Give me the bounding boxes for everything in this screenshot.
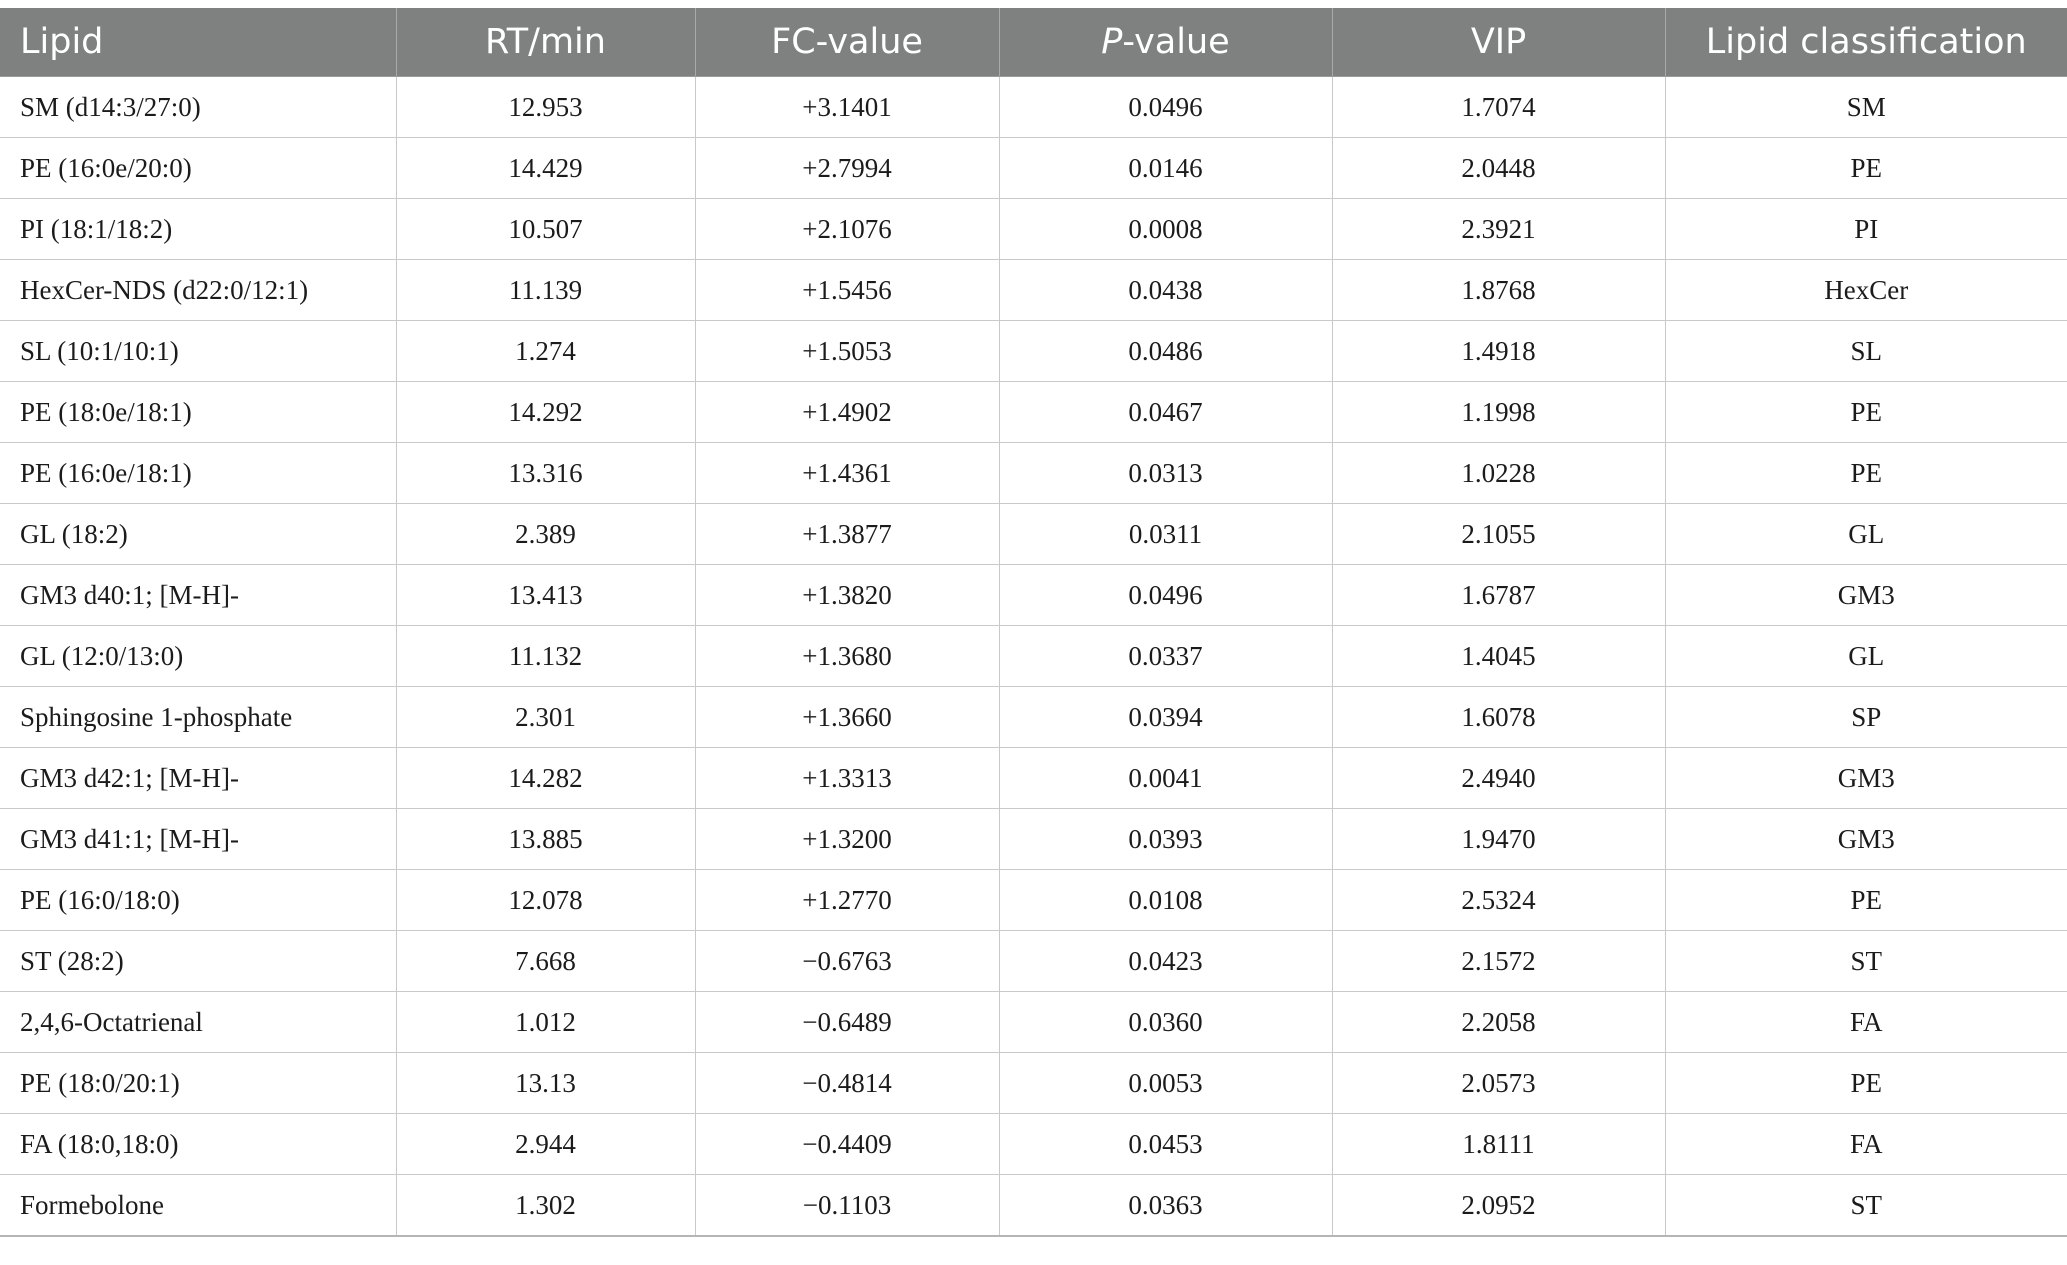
- cell-lipid: PE (18:0/20:1): [0, 1053, 396, 1114]
- header-classification: Lipid classification: [1665, 8, 2067, 77]
- cell-classification: PI: [1665, 199, 2067, 260]
- cell-lipid: PE (18:0e/18:1): [0, 382, 396, 443]
- cell-fc: +1.3313: [695, 748, 999, 809]
- cell-classification: PE: [1665, 138, 2067, 199]
- cell-rt: 2.301: [396, 687, 695, 748]
- cell-classification: PE: [1665, 870, 2067, 931]
- cell-lipid: GM3 d42:1; [M-H]-: [0, 748, 396, 809]
- cell-classification: PE: [1665, 443, 2067, 504]
- cell-lipid: GL (12:0/13:0): [0, 626, 396, 687]
- cell-rt: 11.132: [396, 626, 695, 687]
- cell-vip: 2.1572: [1332, 931, 1665, 992]
- lipid-table: [0, 8, 2067, 1237]
- header-p-value: [999, 8, 1332, 77]
- cell-p-value: 0.0486: [999, 321, 1332, 382]
- cell-fc: +1.5053: [695, 321, 999, 382]
- cell-lipid: GL (18:2): [0, 504, 396, 565]
- cell-rt: 14.292: [396, 382, 695, 443]
- cell-fc: −0.4409: [695, 1114, 999, 1175]
- cell-lipid: GM3 d41:1; [M-H]-: [0, 809, 396, 870]
- table-row: [0, 260, 2067, 321]
- cell-fc: −0.4814: [695, 1053, 999, 1114]
- table-row: [0, 382, 2067, 443]
- cell-lipid: 2,4,6-Octatrienal: [0, 992, 396, 1053]
- cell-rt: 11.139: [396, 260, 695, 321]
- cell-p-value: 0.0041: [999, 748, 1332, 809]
- cell-rt: 7.668: [396, 931, 695, 992]
- cell-rt: 12.953: [396, 77, 695, 138]
- cell-fc: +1.3200: [695, 809, 999, 870]
- cell-lipid: SL (10:1/10:1): [0, 321, 396, 382]
- table-row: [0, 809, 2067, 870]
- cell-vip: 1.8111: [1332, 1114, 1665, 1175]
- cell-classification: SM: [1665, 77, 2067, 138]
- table-row: [0, 504, 2067, 565]
- cell-p-value: 0.0453: [999, 1114, 1332, 1175]
- header-vip: VIP: [1332, 8, 1665, 77]
- table-row: [0, 748, 2067, 809]
- cell-lipid: FA (18:0,18:0): [0, 1114, 396, 1175]
- cell-fc: +1.4902: [695, 382, 999, 443]
- cell-fc: +1.3660: [695, 687, 999, 748]
- cell-p-value: 0.0496: [999, 565, 1332, 626]
- table-row: [0, 870, 2067, 931]
- cell-p-value: 0.0008: [999, 199, 1332, 260]
- cell-p-value: 0.0394: [999, 687, 1332, 748]
- cell-vip: 1.1998: [1332, 382, 1665, 443]
- cell-rt: 13.316: [396, 443, 695, 504]
- cell-classification: SL: [1665, 321, 2067, 382]
- cell-vip: 2.1055: [1332, 504, 1665, 565]
- cell-rt: 14.282: [396, 748, 695, 809]
- cell-p-value: 0.0311: [999, 504, 1332, 565]
- cell-lipid: PI (18:1/18:2): [0, 199, 396, 260]
- cell-lipid: HexCer-NDS (d22:0/12:1): [0, 260, 396, 321]
- cell-vip: 1.4045: [1332, 626, 1665, 687]
- cell-p-value: 0.0467: [999, 382, 1332, 443]
- table-row: [0, 687, 2067, 748]
- table-row: [0, 1053, 2067, 1114]
- cell-vip: 1.6078: [1332, 687, 1665, 748]
- table-row: [0, 1114, 2067, 1175]
- cell-lipid: PE (16:0e/20:0): [0, 138, 396, 199]
- cell-p-value: 0.0313: [999, 443, 1332, 504]
- cell-vip: 1.0228: [1332, 443, 1665, 504]
- cell-vip: 1.8768: [1332, 260, 1665, 321]
- cell-fc: +1.3680: [695, 626, 999, 687]
- cell-classification: GL: [1665, 626, 2067, 687]
- header-p-italic: P: [1101, 22, 1123, 62]
- cell-classification: ST: [1665, 1175, 2067, 1237]
- cell-rt: 14.429: [396, 138, 695, 199]
- cell-rt: 1.012: [396, 992, 695, 1053]
- cell-lipid: ST (28:2): [0, 931, 396, 992]
- cell-classification: HexCer: [1665, 260, 2067, 321]
- cell-p-value: 0.0146: [999, 138, 1332, 199]
- cell-p-value: 0.0363: [999, 1175, 1332, 1237]
- cell-fc: +1.3820: [695, 565, 999, 626]
- cell-rt: 10.507: [396, 199, 695, 260]
- cell-p-value: 0.0053: [999, 1053, 1332, 1114]
- cell-rt: 1.302: [396, 1175, 695, 1237]
- cell-vip: 2.5324: [1332, 870, 1665, 931]
- cell-lipid: PE (16:0/18:0): [0, 870, 396, 931]
- table-row: [0, 1175, 2067, 1237]
- cell-classification: GL: [1665, 504, 2067, 565]
- cell-p-value: 0.0438: [999, 260, 1332, 321]
- cell-classification: GM3: [1665, 748, 2067, 809]
- table-row: [0, 443, 2067, 504]
- cell-vip: 2.4940: [1332, 748, 1665, 809]
- cell-p-value: 0.0423: [999, 931, 1332, 992]
- cell-classification: GM3: [1665, 809, 2067, 870]
- cell-vip: 2.3921: [1332, 199, 1665, 260]
- cell-classification: PE: [1665, 1053, 2067, 1114]
- cell-vip: 1.9470: [1332, 809, 1665, 870]
- cell-lipid: Formebolone: [0, 1175, 396, 1237]
- table-row: [0, 138, 2067, 199]
- cell-vip: 2.0573: [1332, 1053, 1665, 1114]
- cell-p-value: 0.0496: [999, 77, 1332, 138]
- lipid-table-container: [0, 8, 2067, 1237]
- cell-rt: 2.389: [396, 504, 695, 565]
- cell-classification: FA: [1665, 992, 2067, 1053]
- cell-fc: −0.6763: [695, 931, 999, 992]
- cell-fc: +1.4361: [695, 443, 999, 504]
- cell-fc: +1.3877: [695, 504, 999, 565]
- cell-vip: 1.4918: [1332, 321, 1665, 382]
- cell-vip: 2.2058: [1332, 992, 1665, 1053]
- cell-lipid: PE (16:0e/18:1): [0, 443, 396, 504]
- cell-p-value: 0.0360: [999, 992, 1332, 1053]
- cell-fc: +2.1076: [695, 199, 999, 260]
- cell-classification: PE: [1665, 382, 2067, 443]
- cell-lipid: Sphingosine 1-phosphate: [0, 687, 396, 748]
- cell-p-value: 0.0337: [999, 626, 1332, 687]
- cell-fc: −0.6489: [695, 992, 999, 1053]
- cell-fc: +2.7994: [695, 138, 999, 199]
- cell-lipid: GM3 d40:1; [M-H]-: [0, 565, 396, 626]
- cell-rt: 2.944: [396, 1114, 695, 1175]
- cell-vip: 2.0448: [1332, 138, 1665, 199]
- header-p-rest: -value: [1122, 22, 1230, 62]
- cell-p-value: 0.0393: [999, 809, 1332, 870]
- header-fc: FC-value: [695, 8, 999, 77]
- cell-p-value: 0.0108: [999, 870, 1332, 931]
- table-row: [0, 565, 2067, 626]
- cell-rt: 12.078: [396, 870, 695, 931]
- cell-fc: +3.1401: [695, 77, 999, 138]
- header-lipid: Lipid: [0, 8, 396, 77]
- table-row: [0, 321, 2067, 382]
- cell-fc: +1.2770: [695, 870, 999, 931]
- cell-fc: +1.5456: [695, 260, 999, 321]
- table-row: [0, 199, 2067, 260]
- cell-rt: 13.413: [396, 565, 695, 626]
- cell-classification: FA: [1665, 1114, 2067, 1175]
- cell-rt: 1.274: [396, 321, 695, 382]
- cell-classification: ST: [1665, 931, 2067, 992]
- cell-rt: 13.885: [396, 809, 695, 870]
- table-body: [0, 77, 2067, 1237]
- table-header: [0, 8, 2067, 77]
- cell-fc: −0.1103: [695, 1175, 999, 1237]
- cell-rt: 13.13: [396, 1053, 695, 1114]
- cell-lipid: SM (d14:3/27:0): [0, 77, 396, 138]
- header-rt: RT/min: [396, 8, 695, 77]
- table-row: [0, 77, 2067, 138]
- cell-vip: 2.0952: [1332, 1175, 1665, 1237]
- cell-classification: GM3: [1665, 565, 2067, 626]
- table-row: [0, 626, 2067, 687]
- cell-vip: 1.7074: [1332, 77, 1665, 138]
- cell-classification: SP: [1665, 687, 2067, 748]
- cell-vip: 1.6787: [1332, 565, 1665, 626]
- header-row: [0, 8, 2067, 77]
- table-row: [0, 992, 2067, 1053]
- table-row: [0, 931, 2067, 992]
